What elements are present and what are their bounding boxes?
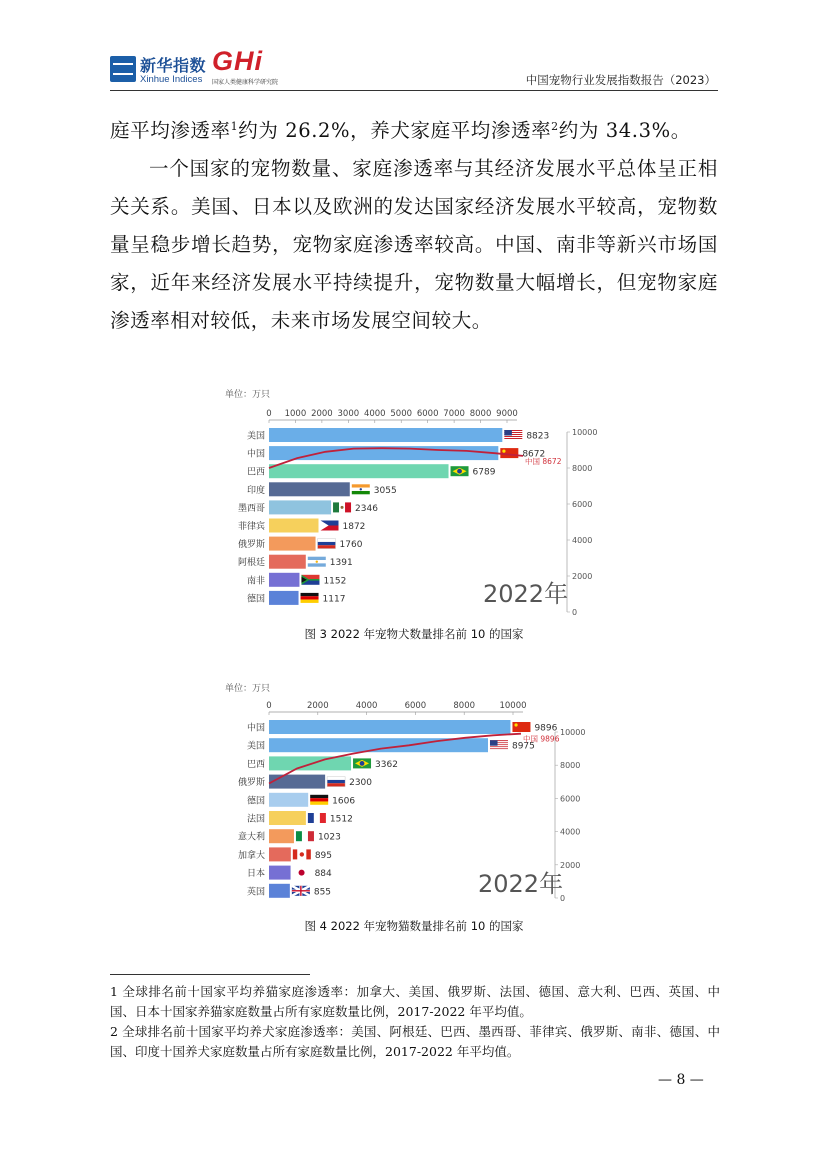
us-flag-icon (504, 430, 522, 440)
value-label: 1023 (317, 832, 341, 843)
bar (269, 775, 325, 789)
x-tick-label: 6000 (404, 701, 427, 711)
footnote-ref-2: 2 (551, 120, 559, 133)
value-label: 1117 (322, 594, 346, 605)
bar (269, 591, 299, 605)
x-tick-label: 4000 (363, 409, 386, 419)
category-label: 俄罗斯 (237, 778, 265, 789)
value-label: 1606 (332, 796, 356, 807)
trend-label: 中国 9896 (523, 734, 560, 744)
ca-flag-icon (293, 849, 311, 859)
unit-label: 单位：万只 (225, 390, 271, 400)
figure-4-caption: 图 4 2022 年宠物猫数量排名前 10 的国家 (304, 919, 524, 933)
paragraph-1 (110, 112, 718, 150)
x-tick-label: 2000 (311, 409, 333, 419)
value-label: 855 (313, 887, 332, 898)
x-tick-label: 10000 (499, 701, 527, 711)
value-label: 9896 (534, 723, 558, 734)
x-tick-label: 7000 (443, 409, 465, 419)
xinhua-logo-icon (110, 56, 136, 82)
fr-flag-icon (308, 813, 326, 823)
de-flag-icon (301, 593, 319, 603)
de-flag-icon (310, 795, 328, 805)
bar (269, 829, 294, 843)
report-title: 中国宠物行业发展指数报告（2023） (525, 73, 716, 87)
x-tick-label: 8000 (453, 701, 476, 711)
bar (269, 811, 306, 825)
category-label: 美国 (246, 741, 265, 752)
value-label: 1760 (339, 540, 363, 551)
x-tick-label: 0 (266, 701, 272, 711)
paragraph-2: 一个国家的宠物数量、家庭渗透率与其经济发展水平总体呈正相关关系。美国、日本以及欧洲的发达国家经济发展水平较高，宠物数量呈稳步增长趋势，宠物家庭渗透率较高。中国、南非等新兴市场国家，近年来经济发展水平持续提升，宠物数量大幅增长，但宠物家庭渗透率相对较低，未来市场发展空间较大。 (110, 157, 718, 332)
right-axis-label: 2000 (560, 860, 581, 870)
x-tick-label: 2000 (306, 701, 329, 711)
category-label: 德国 (246, 594, 265, 605)
xinhua-indices-logo (110, 53, 207, 87)
right-axis-label: 10000 (572, 428, 598, 437)
uk-flag-icon (292, 886, 310, 896)
ghi-logo (212, 46, 312, 86)
it-flag-icon (296, 831, 314, 841)
value-label: 1391 (329, 558, 353, 569)
right-axis-label: 6000 (572, 500, 593, 509)
xinhua-logo-en: Xinhue Indices (140, 74, 203, 85)
value-label: 884 (314, 869, 332, 880)
value-label: 1152 (323, 576, 347, 587)
category-label: 印度 (246, 485, 265, 496)
bar (269, 500, 331, 514)
value-label: 2300 (349, 778, 373, 789)
mx-flag-icon (333, 502, 351, 512)
x-tick-label: 4000 (355, 701, 378, 711)
ru-flag-icon (318, 539, 336, 549)
value-label: 6789 (472, 467, 496, 478)
right-axis-label: 0 (560, 894, 566, 903)
right-axis-label: 8000 (572, 464, 593, 473)
page-number: — 8 — (658, 1072, 704, 1088)
value-label: 1512 (329, 814, 353, 825)
p1-text-a: 庭平均渗透率 (110, 119, 231, 142)
right-axis-label: 10000 (560, 728, 586, 737)
unit-label: 单位：万只 (225, 684, 271, 694)
trend-label: 中国 8672 (525, 456, 562, 466)
x-tick-label: 0 (266, 409, 272, 419)
bar (269, 519, 319, 533)
bar (269, 573, 299, 587)
value-label: 895 (314, 850, 333, 861)
category-label: 意大利 (237, 832, 265, 843)
ar-flag-icon (308, 557, 326, 567)
category-label: 阿根廷 (237, 558, 265, 569)
category-label: 南非 (246, 576, 265, 587)
category-label: 加拿大 (237, 850, 265, 861)
category-label: 俄罗斯 (237, 540, 265, 551)
p1-text-c: 约为 34.3%。 (558, 119, 691, 142)
bar (269, 738, 488, 752)
xinhua-logo-cn: 新华指数 (140, 56, 207, 75)
category-label: 中国 (246, 449, 265, 460)
br-flag-icon (353, 758, 371, 768)
year-label: 2022年 (478, 870, 564, 898)
za-flag-icon (301, 575, 319, 585)
ph-flag-icon (321, 521, 339, 531)
dog-count-chart-svg (225, 386, 605, 622)
bar (269, 720, 510, 734)
value-label: 1872 (342, 522, 366, 532)
jp-flag-icon (293, 868, 311, 878)
category-label: 中国 (246, 723, 265, 734)
category-label: 菲律宾 (237, 522, 265, 532)
category-label: 法国 (246, 814, 265, 825)
cn-flag-icon (512, 722, 530, 732)
x-tick-label: 3000 (337, 409, 360, 419)
footnote-1: 1 全球排名前十国家平均养猫家庭渗透率：加拿大、美国、俄罗斯、法国、德国、意大利、巴西、英国、中国、日本十国家养猫家庭数量占所有家庭数量比例，2017-2022 年平均值。 (110, 984, 720, 1019)
right-axis-label: 4000 (572, 536, 593, 545)
cat-count-chart (225, 680, 605, 914)
footnote-divider (110, 974, 310, 975)
x-tick-label: 6000 (416, 409, 439, 419)
footnote-ref-1: 1 (230, 120, 239, 133)
value-label: 8672 (522, 449, 546, 460)
bar (269, 537, 316, 551)
footnote-2: 2 全球排名前十国家平均养犬家庭渗透率：美国、阿根廷、巴西、墨西哥、菲律宾、俄罗斯、南非、德国、中国、印度十国养犬家庭数量占所有家庭数量比例，2017-2022 年平均值。 (110, 1024, 720, 1059)
value-label: 8823 (526, 431, 550, 442)
year-label: 2022年 (483, 580, 569, 608)
dog-count-chart (225, 386, 605, 626)
category-label: 巴西 (246, 467, 265, 478)
bar (269, 482, 350, 496)
category-label: 美国 (246, 431, 265, 442)
bar (269, 847, 291, 861)
ghi-logo-text: GHi (212, 46, 264, 76)
right-axis-label: 2000 (572, 572, 593, 581)
value-label: 3055 (373, 485, 397, 496)
value-label: 2346 (355, 503, 378, 514)
right-axis-label: 8000 (560, 761, 581, 771)
category-label: 日本 (246, 869, 265, 880)
bar (269, 884, 290, 898)
value-label: 8975 (511, 741, 535, 752)
ru-flag-icon (327, 777, 345, 787)
page-header (110, 46, 718, 91)
bar (269, 555, 306, 569)
in-flag-icon (352, 484, 370, 494)
category-label: 巴西 (246, 759, 265, 770)
bar (269, 464, 449, 478)
us-flag-icon (490, 740, 508, 750)
right-axis-label: 6000 (560, 794, 581, 804)
figure-3-caption: 图 3 2022 年宠物犬数量排名前 10 的国家 (304, 627, 524, 641)
right-axis-label: 4000 (560, 827, 581, 837)
ghi-logo-sub: 国家人类健康科学研究院 (212, 79, 279, 86)
right-axis-label: 0 (572, 608, 578, 617)
bar (269, 793, 308, 807)
cat-count-chart-svg (225, 680, 605, 910)
category-label: 墨西哥 (237, 503, 265, 514)
p1-text-b: 约为 26.2%，养犬家庭平均渗透率 (238, 119, 552, 142)
category-label: 德国 (246, 796, 265, 807)
x-tick-label: 5000 (390, 409, 413, 419)
bar (269, 428, 502, 442)
x-tick-label: 1000 (284, 409, 307, 419)
x-tick-label: 9000 (496, 409, 518, 419)
br-flag-icon (451, 466, 469, 476)
bar (269, 866, 291, 880)
x-tick-label: 8000 (469, 409, 492, 419)
value-label: 3362 (375, 759, 398, 770)
category-label: 英国 (246, 887, 265, 898)
